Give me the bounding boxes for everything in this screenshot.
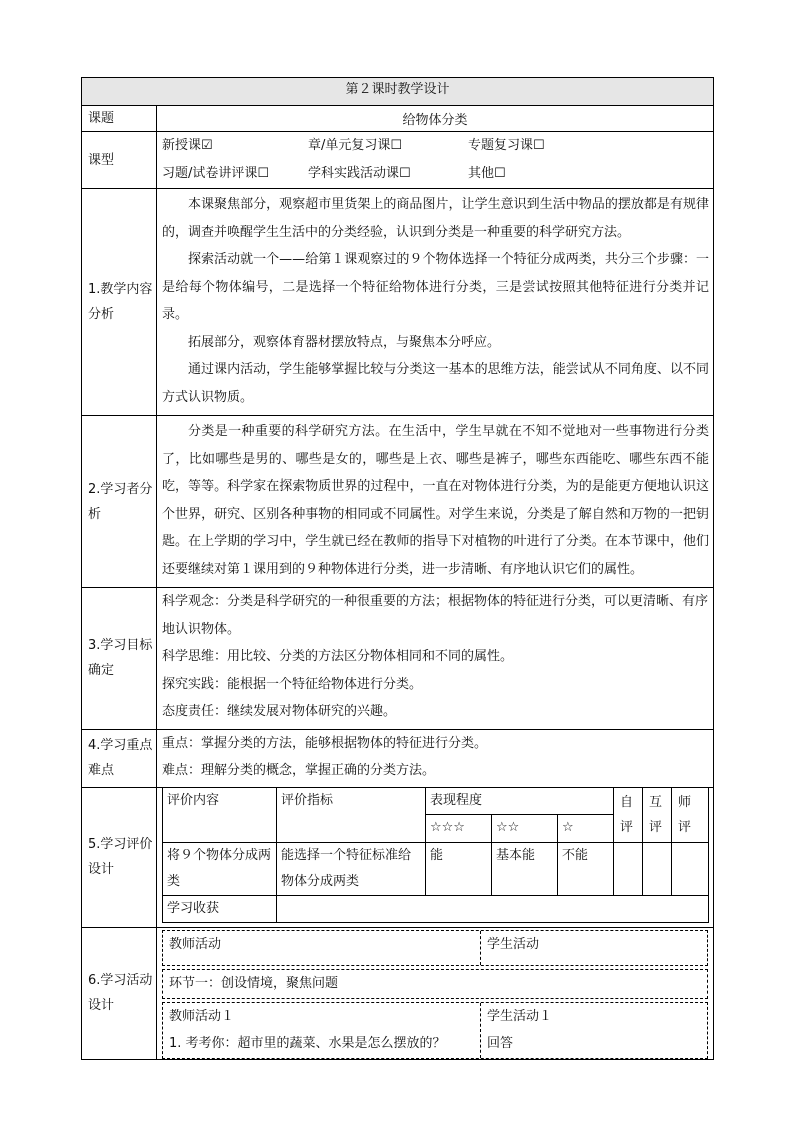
- key-points-body: [157, 729, 714, 787]
- objective-thinking: 科学思维：用比较、分类的方法区分物体相同和不同的属性。: [162, 649, 514, 664]
- objective-concept: 科学观念：分类是科学研究的一种很重要的方法；根据物体的特征进行分类，可以更清晰、有序地认识物体。: [162, 594, 709, 637]
- content-paragraph-1: 本课聚焦部分，观察超市里货架上的商品图片，让学生意识到生活中物品的摆放都是有规律的，调查并唤醒学生生活中的分类经验，认识到分类是一种重要的科学研究方法。: [162, 197, 710, 240]
- eval-header-performance: 表现程度: [426, 788, 614, 815]
- content-paragraph-2: 探索活动就一个——给第１课观察过的９个物体选择一个特征分成两类，共分三个步骤：一是给每个物体编号，二是选择一个特征给物体进行分类，三是尝试按照其他特征进行分类并记录。: [162, 252, 710, 322]
- student-activity-1-item: 回答: [487, 1035, 514, 1051]
- evaluation-header-row: [163, 788, 709, 815]
- evaluation-gain-row: [163, 895, 709, 922]
- eval-level-cannot: 不能: [558, 842, 614, 895]
- eval-header-self: 自评: [614, 788, 643, 843]
- eval-header-content: 评价内容: [163, 788, 277, 843]
- activity-1-box: [162, 1002, 708, 1059]
- teacher-activity-1-item: 1. 考考你：超市里的蔬菜、水果是怎么摆放的？: [169, 1035, 446, 1051]
- activities-header-box: [162, 930, 708, 966]
- topic-value: 给物体分类: [157, 106, 714, 132]
- eval-self-cell: [614, 842, 643, 895]
- topic-row: [82, 106, 714, 132]
- evaluation-data-row: [163, 842, 709, 895]
- topic-label: 课题: [82, 106, 157, 132]
- activities-body: [157, 927, 714, 1059]
- course-type-label: 课型: [82, 132, 157, 189]
- eval-header-teacher: 师评: [672, 788, 709, 843]
- eval-level-can: 能: [426, 842, 492, 895]
- learner-analysis-body: [157, 416, 714, 588]
- key-point-text: 重点：掌握分类的方法，能够根据物体的特征进行分类。: [162, 735, 488, 751]
- learner-analysis-text: 分类是一种重要的科学研究方法。在生活中，学生早就在不知不觉地对一些事物进行分类了，比如哪些是男的、哪些是女的，哪些是上衣、哪些是裤子，哪些东西能吃、哪些东西不能吃，等等。科学家在探索物质世界的过程中，一直在对物体进行分类，为的是能更方便地认识这个世界，研究、区别各种事物的相同或不同属性。对学生来说，分类是了解自然和万物的一把钥匙。在上学期的学习中，学生就已经在教师的指导下对植物的叶进行了分类。在本节课中，他们还要继续对第１课用到的９种物体进行分类，进一步清晰、有序地认识它们的属性。: [162, 424, 710, 577]
- evaluation-table: [162, 788, 709, 923]
- objectives-row: [82, 588, 714, 730]
- evaluation-row: [82, 787, 714, 927]
- objective-attitude: 态度责任：继续发展对物体研究的兴趣。: [162, 704, 397, 719]
- teacher-activity-header: 教师活动: [163, 931, 481, 965]
- option-topic-review: 专题复习课☐: [468, 138, 545, 153]
- course-type-options: [157, 132, 714, 189]
- star-rating-3: ☆☆☆: [426, 814, 492, 842]
- activities-row: [82, 927, 714, 1059]
- star-rating-1: ☆: [558, 814, 614, 842]
- option-practice-lesson: 学科实践活动课☐: [308, 166, 411, 181]
- evaluation-label: 5.学习评价设计: [82, 787, 157, 927]
- eval-peer-cell: [643, 842, 672, 895]
- eval-level-mostly: 基本能: [492, 842, 558, 895]
- student-activity-1-title: 学生活动１: [487, 1008, 553, 1024]
- evaluation-body: [157, 787, 714, 927]
- eval-row-content: 将９个物体分成两类: [163, 842, 277, 895]
- teacher-activity-1: [163, 1003, 481, 1058]
- content-analysis-body: [157, 189, 714, 416]
- course-type-options-row-2: [157, 160, 713, 188]
- lesson-plan-page: [81, 77, 713, 1060]
- lesson-plan-table: [81, 77, 714, 1060]
- star-rating-2: ☆☆: [492, 814, 558, 842]
- page-title: 第２课时教学设计: [82, 78, 714, 106]
- option-other: 其他☐: [468, 166, 506, 181]
- content-analysis-label: 1.教学内容分析: [82, 189, 157, 416]
- content-analysis-row: [82, 189, 714, 416]
- content-paragraph-4: 通过课内活动，学生能够掌握比较与分类这一基本的思维方法，能尝试从不同角度、以不同方式认识物质。: [162, 362, 710, 405]
- eval-header-peer: 互评: [643, 788, 672, 843]
- eval-teacher-cell: [672, 842, 709, 895]
- activities-container: [157, 928, 713, 1059]
- objective-practice: 探究实践：能根据一个特征给物体进行分类。: [162, 676, 423, 692]
- key-points-row: [82, 729, 714, 787]
- option-new-lesson: 新授课☑: [162, 138, 213, 153]
- eval-gain-label: 学习收获: [163, 895, 277, 922]
- option-unit-review: 章/单元复习课☐: [308, 138, 403, 153]
- student-activity-header: 学生活动: [487, 936, 540, 952]
- teacher-activity-1-title: 教师活动１: [169, 1008, 235, 1024]
- eval-header-indicator: 评价指标: [277, 788, 426, 843]
- stage-1-box: [162, 969, 708, 999]
- learner-analysis-label: 2.学习者分析: [82, 416, 157, 588]
- eval-row-indicator: 能选择一个特征标准给物体分成两类: [277, 842, 426, 895]
- key-points-label: 4.学习重点难点: [82, 729, 157, 787]
- objectives-label: 3.学习目标确定: [82, 588, 157, 730]
- option-exercise-review: 习题/试卷讲评课☐: [162, 166, 270, 181]
- difficulty-text: 难点：理解分类的概念，掌握正确的分类方法。: [162, 763, 436, 778]
- course-type-row: [82, 132, 714, 189]
- content-paragraph-3: 拓展部分，观察体育器材摆放特点，与聚焦本分呼应。: [188, 334, 501, 350]
- objectives-body: [157, 588, 714, 730]
- stage-1-title: 环节一：创设情境，聚焦问题: [169, 975, 339, 991]
- activities-label: 6.学习活动设计: [82, 927, 157, 1059]
- eval-gain-value: [277, 895, 709, 922]
- course-type-options-row-1: [157, 132, 713, 160]
- title-row: [82, 78, 714, 106]
- student-activity-1: [481, 1003, 707, 1058]
- learner-analysis-row: [82, 416, 714, 588]
